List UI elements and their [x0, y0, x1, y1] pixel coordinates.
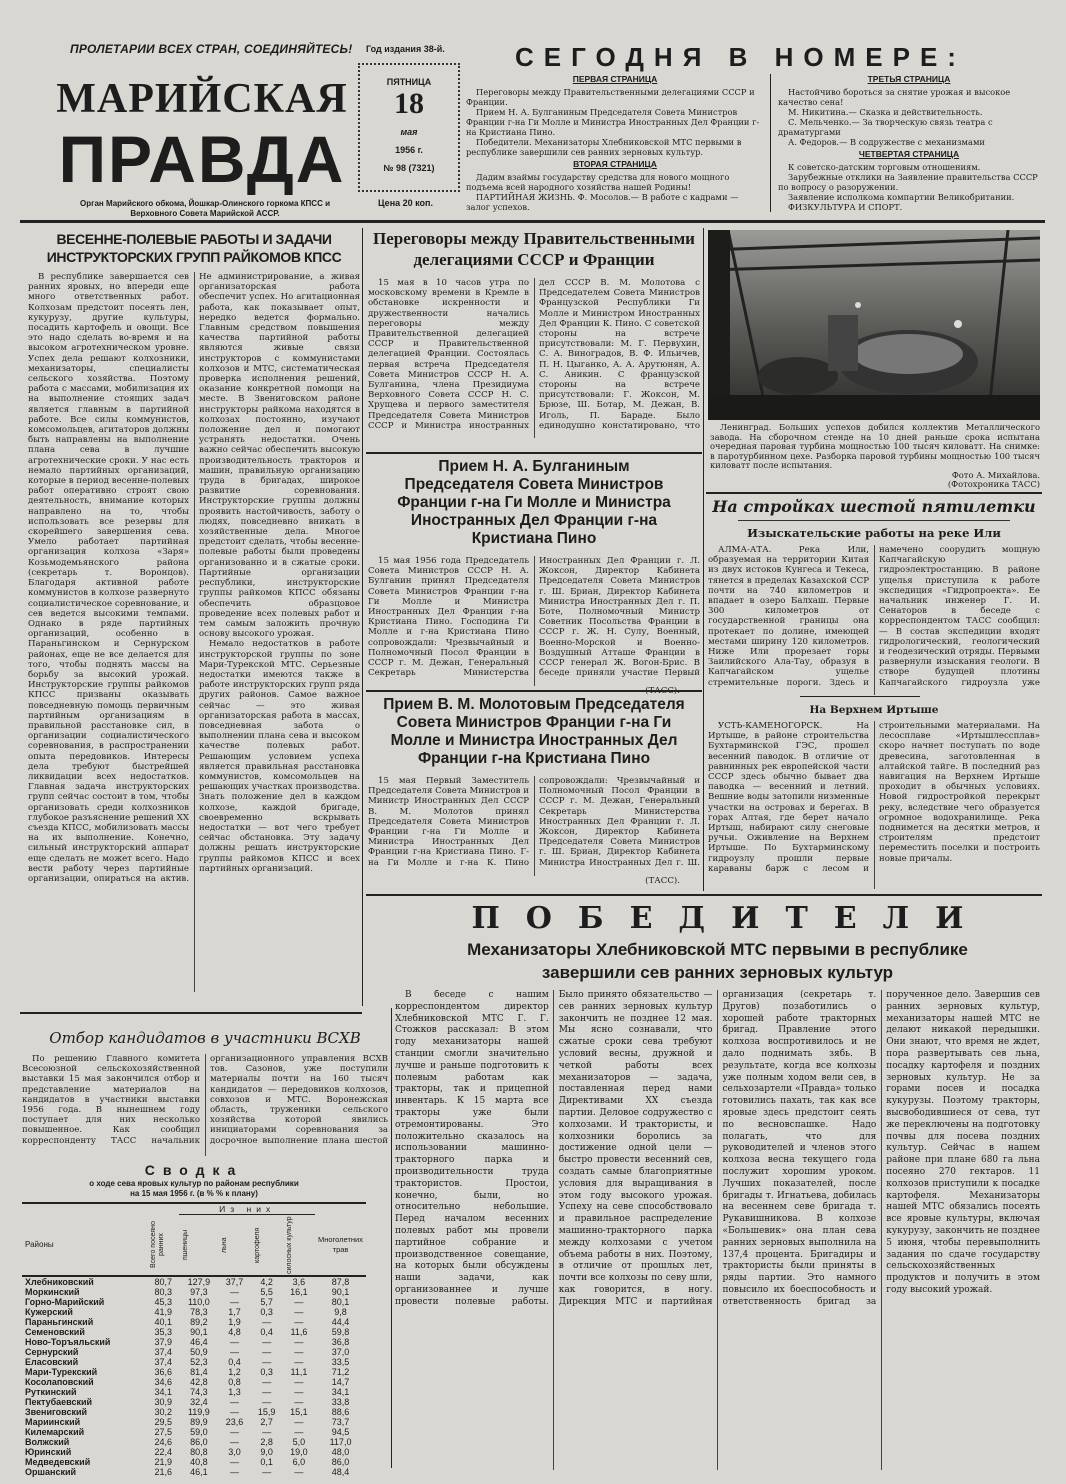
table-cell: 16,1	[290, 1287, 308, 1297]
masthead-year: Год издания 38-й.	[366, 44, 445, 54]
table-cell: 110,0	[187, 1297, 210, 1307]
district-name: Оршанский	[25, 1467, 77, 1477]
table-cell: —	[230, 1437, 239, 1447]
table-cell: 80,8	[190, 1447, 208, 1457]
table-cell: 40,1	[154, 1317, 173, 1327]
table-cell: 1,2	[228, 1367, 241, 1377]
col-header: пшеницы	[182, 1229, 190, 1261]
construction-body: АЛМА-АТА. Река Или, образуемая на территории Китая из двух истоков Кунгеса и Текеса, тянется в пределах Казахской ССР почти на 740 километров и впадает в озеро Балхаш. Первые 300 километров от государственной границы она протекает по долине, имеющей местами ширину 120 километров. Ниже Или прорезает горы Заилийского Ала-Тау, образуя в Капчагайском ущелье стремительные пороги. Здесь и намечено соорудить мощную Капчагайскую гидроэлектростанцию. В районе ущелья приступила к работе экспедиция «Гидропроекта». Ее начальник инженер Г. И. Сенаторов в беседе с корреспондентом ТАСС сообщил: — В состав экспедиции входят гидрологический, геологический и геодезический отряды. Первыми развернули изыскания геологи. В створе будущей плотины Капчагайского гидроузла уже	[708, 545, 1040, 688]
district-name: Волжский	[25, 1437, 70, 1447]
table-cell: —	[262, 1427, 272, 1437]
table-cell: 9,0	[260, 1447, 273, 1457]
contents-section-head: ПЕРВАЯ СТРАНИЦА	[572, 74, 658, 84]
summary-subtitle-2: на 15 мая 1956 г. (в % % к плану)	[130, 1189, 258, 1198]
district-name: Мариинский	[25, 1417, 81, 1427]
contents-col-right	[778, 72, 1040, 212]
table-cell: 90,1	[331, 1287, 350, 1297]
table-row	[22, 1407, 366, 1417]
construction-article	[708, 496, 1040, 695]
table-cell: —	[262, 1337, 272, 1347]
district-name: Руткинский	[25, 1387, 77, 1397]
contents-item[interactable]: Прием Н. А. Булганиным Председателя Совета Министров Франции г-на Ги Молле и Министра Иностранных Дел Франции г-на Кристиана Пино.	[466, 107, 760, 137]
table-cell: —	[230, 1427, 239, 1437]
table-cell: 3,0	[228, 1447, 241, 1457]
district-name: Килемарский	[25, 1427, 85, 1437]
contents-item[interactable]: ФИЗКУЛЬТУРА И СПОРТ.	[788, 202, 903, 212]
winners-subtitle-1: Механизаторы Хлебниковской МТС первыми в республике	[467, 940, 968, 959]
table-cell: 19,0	[290, 1447, 308, 1457]
turbine-hall-image	[708, 230, 1040, 420]
contents-title: СЕГОДНЯ В НОМЕРЕ:	[515, 42, 966, 72]
table-cell: 5,7	[260, 1297, 273, 1307]
table-row	[22, 1367, 366, 1377]
table-cell: —	[262, 1347, 272, 1357]
table-cell: 46,4	[190, 1337, 208, 1347]
contents-section-head: ВТОРАЯ СТРАНИЦА	[573, 159, 657, 169]
table-cell: 34,1	[331, 1387, 350, 1397]
table-row	[22, 1327, 366, 1337]
table-cell: 33,8	[331, 1397, 350, 1407]
table-cell: 37,7	[225, 1277, 244, 1287]
table-cell: —	[262, 1317, 272, 1327]
table-cell: —	[230, 1337, 239, 1347]
winners-body: В беседе с нашим корреспондентом директор Хлебниковской МТС Г. Г. Стожков рассказал: В этом году механизаторы нашей станции смогли значительно лучше и раньше подготовить к полевым работам как тракторы, так и прицепной инвентарь. К 15 марта все тракторы уже были отремонтированы. Это положительно сказалось на использовании машинно-тракторного парка и производительности труда трактористов. Простои, конечно, были, но относительно небольшие. Перед началом весенних полевых работ мы провели партийное собрание и производственное совещание, на которых были обсуждены наши задачи, как организованнее и лучше провести полевые работы. Было принято обязательство — сев ранних зерновых культур закончить не позднее 12 мая. Мы ясно сознавали, что сжатые сроки сева требуют условий весны, дружной и четкой работы всех механизаторов — задача, поставленная перед нами Директивами XX съезда партии. Деловое содружество с колхозами. И трактористы, и колхозники боролись за достижение одной цели — быстро провести весенний сев, создать самые благоприятные условия для выращивания в этом году высокого урожая. Успеху на севе способствовало и правильное распределение машинно-тракторного парка между колхозами с учетом объема работы в них. Поэтому, в отличие от прошлых лет, почти все колхозы по севу шли, как говорится, в ногу. Дирекция МТС и партийная организация (секретарь т. Другов) позаботились о хорошей работе тракторных бригад. Правление этого колхоза воспротивилось и не дало поднимать зябь. В результате, когда все колхозы уже полным ходом вели сев, в сельхозартели «Правда» только готовились пахать, так как все яровые здесь предстоит сеять по весновспашке. Надо полагать, что для руководителей и членов этого колхоза весна текущего года послужит хорошим уроком. Лучших показателей, после бригады т. Игнатьева, добилась на весеннем севе бригада т. Рукавишникова. В колхозе «Большевик» она план сева ранних зерновых выполнила на 137,4 процента. Бригадиры и трактористы были приняты в ряды партии. Это намного повысило их боеспособность и ответственность бригад за порученное дело. Завершив сев ранних зерновых культур, механизаторы нашей МТС не делают никакой передышки. Они знают, что время не ждет, пора развертывать сев льна, посадку картофеля и поздних зерновых культур. Не за горами посев и посадка кукурузы. Поэтому тракторы, высвободившиеся от сева, тут же переключены на подготовку почвы для посева поздних культур. Сейчас в нашем районе при плане 680 га льна посеяно 270 гектаров. 11 колхозов приступили к посадке картофеля. Механизаторы нашей МТС обязались посеять все яровые культуры, включая кукурузу, закончить не позднее 5 июня, чтобы перевыполнить задания по сдаче государству сельскохозяйственных продуктов и получить в этом году высокий урожай.	[395, 990, 1040, 1307]
table-cell: 0,3	[260, 1307, 273, 1317]
table-cell: 0,3	[260, 1367, 273, 1377]
table-row	[22, 1397, 366, 1407]
construction-rubric: На стройках шестой пятилетки	[712, 497, 1036, 516]
vshv-article	[22, 1028, 388, 1156]
table-cell: 94,5	[331, 1427, 350, 1437]
table-cell: 117,0	[329, 1437, 352, 1447]
table-cell: 36,8	[331, 1337, 350, 1347]
table-cell: 22,4	[154, 1447, 173, 1457]
table-cell: 44,4	[331, 1317, 350, 1327]
table-row	[22, 1347, 366, 1357]
table-cell: —	[294, 1417, 304, 1427]
month: мая	[400, 127, 418, 137]
winners-article	[395, 900, 1040, 1470]
col-header: картофеля	[253, 1227, 261, 1263]
table-cell: 34,6	[154, 1377, 173, 1387]
col-header: льна	[221, 1237, 229, 1253]
table-row	[22, 1276, 366, 1287]
table-row	[22, 1357, 366, 1367]
district-name: Медведевский	[25, 1457, 91, 1467]
bulganin-body: 15 мая 1956 года Председатель Совета Министров СССР Н. А. Булганин принял Председателя Совета Министров Франции г-на Ги Молле и Министра Иностранных Дел Франции г-на Кристиана Пино. Господина Ги Молле и г-на Кристиана Пино сопровождали: Чрезвычайный и Полномочный Посол Франции в СССР г. М. Дежан, Генеральный Секретарь Министерства Иностранных Дел Франции г. Л. Жоксон, Директор Кабинета Председателя Совета Министров г. Ш. Бриан, Директор Кабинета Министра Иностранных Дел г. П. Боте, Полномочный Министр Советник Посольства Франции в СССР г. Ж. Н. Сулу, Военный, Военно-Морской и Военно-Воздушный Атташе Франции в СССР генерал Ж. Вогон-Брис. В беседе приняли участие Первый	[368, 556, 700, 679]
table-cell: —	[294, 1297, 304, 1307]
contents-item[interactable]: Победители. Механизаторы Хлебниковской МТС первыми в республике завершили сев ранних зерновых культур.	[466, 137, 742, 157]
table-cell: 78,3	[190, 1307, 208, 1317]
table-cell: —	[230, 1467, 239, 1477]
table-cell: 86,0	[190, 1437, 208, 1447]
molotov-headline: Прием В. М. Молотовым Председателя Совета Министров Франции г-на Ги Молле и Министра Иностранных Дел Франции г-на Кристиана Пино	[383, 696, 685, 767]
table-cell: 11,6	[290, 1327, 308, 1337]
table-cell: 52,3	[190, 1357, 208, 1367]
table-cell: —	[230, 1407, 239, 1417]
bulganin-article	[368, 458, 700, 696]
table-cell: —	[262, 1397, 272, 1407]
table-cell: 89,9	[190, 1417, 208, 1427]
table-cell: 2,7	[260, 1417, 273, 1427]
table-cell: —	[294, 1427, 304, 1437]
table-cell: 23,6	[225, 1417, 244, 1427]
bulganin-headline: Прием Н. А. Булганиным Председателя Совета Министров Франции г-на Ги Молле и Министра Иностранных Дел Франции г-на Кристиана Пино	[397, 458, 671, 547]
table-cell: 0,4	[260, 1327, 273, 1337]
table-cell: 90,1	[190, 1327, 208, 1337]
district-name: Параньгинский	[25, 1317, 94, 1327]
table-row	[22, 1287, 366, 1297]
table-cell: —	[294, 1317, 304, 1327]
district-name: Ново-Торъяльский	[25, 1337, 111, 1347]
table-cell: —	[262, 1377, 272, 1387]
irtysh-article	[708, 703, 1040, 889]
date-box	[358, 63, 460, 192]
winners-subtitle-2: завершили сев ранних зерновых культур	[541, 963, 894, 982]
table-cell: 24,6	[154, 1437, 173, 1447]
table-cell: 45,3	[154, 1297, 173, 1307]
district-name: Косолаповский	[25, 1377, 94, 1387]
group-header: Из них	[179, 1203, 315, 1215]
molotov-source: (ТАСС).	[645, 876, 680, 886]
table-cell: 29,5	[154, 1417, 173, 1427]
table-cell: 2,8	[260, 1437, 273, 1447]
table-cell: 89,2	[190, 1317, 208, 1327]
summary-subtitle-1: о ходе сева яровых культур по районам республики	[89, 1179, 299, 1188]
table-cell: 4,2	[260, 1277, 273, 1287]
table-cell: 81,4	[190, 1367, 208, 1377]
contents-item[interactable]: Дадим взаймы государству средства для нового мощного подъема всей народного хозяйства нашей Родины!	[466, 172, 730, 192]
table-cell: —	[294, 1397, 304, 1407]
table-row	[22, 1417, 366, 1427]
table-cell: —	[230, 1297, 239, 1307]
table-cell: 3,6	[292, 1277, 306, 1287]
district-name: Еласовский	[25, 1357, 79, 1367]
negotiations-article	[368, 228, 700, 438]
col-header: Районы	[25, 1239, 54, 1249]
table-cell: 73,7	[331, 1417, 350, 1427]
district-name: Горно-Марийский	[25, 1297, 105, 1307]
editorial-article	[28, 228, 360, 992]
col-header: Всего посеяно ранних	[150, 1221, 166, 1269]
table-row	[22, 1457, 366, 1467]
table-cell: 86,0	[331, 1457, 350, 1467]
table-row	[22, 1387, 366, 1397]
photo-credits	[710, 471, 1040, 490]
table-cell: 37,9	[154, 1337, 173, 1347]
table-cell: 87,8	[331, 1277, 350, 1287]
table-cell: 119,9	[187, 1407, 210, 1417]
table-cell: 59,8	[331, 1327, 350, 1337]
district-name: Сернурский	[25, 1347, 79, 1357]
table-cell: 74,3	[190, 1387, 208, 1397]
molotov-body: 15 мая Первый Заместитель Председателя Совета Министров и Министр Иностранных Дел СССР В. М. Молотов принял Председателя Совета Министров Франции г-на Ги Молле и Министра Иностранных Дел Франции г-на Кристиана Пино. Г-на Ги Молле и г-на К. Пино сопровождали: Чрезвычайный и Полномочный Посол Франции в СССР г. М. Дежан, Генеральный Секретарь Министерства Иностранных Дел Франции г. Л. Жоксон, Директор Кабинета Председателя Совета Министров г. Ш. Бриан, Директор Кабинета Министра Иностранных Дел г. Ш.	[368, 776, 700, 868]
winners-title: ПОБЕДИТЕЛИ	[471, 901, 990, 936]
table-cell: —	[294, 1377, 304, 1387]
photo-caption: Ленинград. Больших успехов добился коллектив Металлического завода. На сборочном стенде на 10 дней раньше срока испытана очередная паровая турбина мощностью 100 тысяч киловатт. На снимке: в паротурбинном цехе. Разборка паровой турбины мощностью 100 тысяч киловатт после испытания.	[710, 422, 1040, 470]
table-cell: —	[294, 1387, 304, 1397]
contents-item[interactable]: С. Мельченко.— За творческую связь театра с драматургами	[778, 117, 993, 137]
table-cell: 15,9	[257, 1407, 276, 1417]
col-header: Многолетних трав	[318, 1234, 363, 1254]
table-cell: 14,7	[331, 1377, 350, 1387]
table-cell: 42,8	[190, 1377, 208, 1387]
summary-table	[22, 1202, 366, 1477]
contents-item[interactable]: Переговоры между Правительственными делегациями СССР и Франции.	[466, 87, 755, 107]
negotiations-headline: Переговоры между Правительственными делегациями СССР и Франции	[373, 229, 695, 269]
table-cell: —	[262, 1357, 272, 1367]
contents-item[interactable]: К советско-датским торговым отношениям.	[788, 162, 981, 172]
table-cell: 6,0	[292, 1457, 306, 1467]
construction-headline: Изыскательские работы на реке Или	[747, 526, 1001, 540]
table-cell: 59,0	[190, 1427, 208, 1437]
table-cell: 97,3	[190, 1287, 208, 1297]
district-name: Юринский	[25, 1447, 72, 1457]
vshv-headline: Отбор кандидатов в участники ВСХВ	[49, 1029, 361, 1047]
table-cell: 1,9	[228, 1317, 241, 1327]
photo-caption-block	[710, 423, 1040, 490]
table-cell: —	[294, 1347, 304, 1357]
table-cell: 46,1	[190, 1467, 208, 1477]
table-cell: 30,9	[154, 1397, 173, 1407]
table-cell: 0,4	[228, 1357, 241, 1367]
contents-item[interactable]: Настойчиво бороться за снятие урожая и высокое качество сена!	[778, 87, 1011, 107]
table-row	[22, 1337, 366, 1347]
district-name: Семеновский	[25, 1327, 85, 1337]
editorial-text: Немало недостатков в работе инструкторской группы по зоне Мари-Турекской МТС. Серьезные недостатки имеются также в работе инструкторских групп ряда других районов. Самое важное сейчас — это живая организаторская работа в массах, повседневная забота о выполнении плана сева и высоком качестве полевых работ. Решающим условием успеха является правильная расстановка коммунистов, комсомольцев на решающих участках производства. Знать положение дел в каждом колхозе, каждой бригаде, своевременно вскрывать недостатки — вот чего требует сейчас обстановка. Эту задачу должны решать инструкторские группы райкомов КПСС и всех партийных организаций.	[199, 639, 360, 874]
masthead-title-line1: МАРИЙСКАЯ	[56, 76, 348, 122]
masthead-slogan: ПРОЛЕТАРИИ ВСЕХ СТРАН, СОЕДИНЯЙТЕСЬ!	[70, 42, 353, 56]
district-name: Хлебниковский	[25, 1277, 94, 1287]
contents-item[interactable]: Зарубежные отклики на Заявление правительства СССР по вопросу о разоружении.	[778, 172, 1038, 192]
editorial-text: В республике завершается сев ранних яровых, но впереди еще много ответственных работ. Колхозам предстоит посеять лен, кукурузу, другие культуры, посадить картофель и овощи. Все это надо сделать во-время и на высоком агротехническом уровне. Успех дела решают колхозники, механизаторы, специалисты сельского хозяйства. Поэтому работа с массами, мобилизация их на выполнение стоящих задач является главным в партийной работе. Все силы коммунистов, комсомольцев, агитаторов должны быть направлены на выполнение плана сева в лучшие агротехнические сроки. У нас есть немало партийных организаций, которые в период весенне-полевых работ оперативно строят свою деятельность, внимание которых направлено на то, чтобы использовать все резервы для скорейшего завершения сева. Умело работает партийная организация колхоза «Заря» Козьмодемьянского района (секретарь т. Воронцов). Благодаря активной работе коммунистов в колхозе развернуто социалистическое соревнование, и сев ведется высокими темпами. Однако в ряде партийных организаций, особенно в Параньгинском и Сернурском районах, еще не все делается для того, чтобы поднять массы на борьбу за высокий урожай. Инструкторские группы райкомов КПСС призваны оказывать повседневную помощь первичным партийным организациям в правильной расстановке сил, в организации социалистического соревнования, в распространении опыта передовиков. Интересы дела требуют быстрейшей ликвидации всех недостатков. Главная задача инструкторских групп сейчас состоит в том, чтобы организовать среди колхозников глубокое разъяснение решений XX съезда КПСС, мобилизовать массы на их выполнение. Конечно, сильный инструкторский аппарат еще сделать не может всего. Надо вести работу через партийные организации, опираться на актив. Не администрирование, а живая организаторская работа обеспечит успех. Но агитационная работа, как показывает опыт, нередко ведется формально. Главным средством повышения качества партийной работы являются живые связи инструкторов с коммунистами колхозов и МТС, систематическая проверка исполнения решений, оказание конкретной помощи на месте. В Звениговском районе инструкторы райкома находятся в колхозах постоянно, изучают положение дел и помогают устранять недостатки. Очень важно сейчас обеспечить высокую производительность тракторов и машин, правильную организацию труда в бригадах, широкое развитие соревнования. Инструкторские группы должны проявить настойчивость, заботу о людях, повседневно вникать в хозяйственные дела. Многое предстоит сделать, чтобы весенне-полевые работы были проведены организованно и в сжатые сроки. Партийные организации республики, инструкторские группы райкомов КПСС обязаны обеспечить образцовое проведение всех полевых работ и тем самым заложить прочную основу высокого урожая.	[28, 272, 360, 884]
contents-col-left	[466, 72, 764, 212]
table-row	[22, 1447, 366, 1457]
table-cell: 48,4	[331, 1467, 350, 1477]
table-cell: 33,5	[331, 1357, 350, 1367]
col-header: силосных культур	[285, 1216, 293, 1274]
table-cell: 5,5	[260, 1287, 273, 1297]
contents-item[interactable]: ПАРТИЙНАЯ ЖИЗНЬ. Ф. Мосолов.— В работе с кадрами — залог успехов.	[466, 192, 739, 212]
table-cell: 127,9	[187, 1277, 211, 1287]
table-row	[22, 1377, 366, 1387]
contents-item[interactable]: А. Федоров.— В содружестве с механизмами	[788, 137, 985, 147]
weekday: ПЯТНИЦА	[386, 77, 432, 87]
table-cell: —	[294, 1467, 304, 1477]
table-cell: 37,4	[154, 1357, 173, 1367]
district-name: Мари-Турекский	[25, 1367, 98, 1377]
table-cell: 30,2	[154, 1407, 173, 1417]
district-name: Звениговский	[25, 1407, 88, 1417]
table-row	[22, 1437, 366, 1447]
table-cell: 48,0	[331, 1447, 350, 1457]
table-cell: 80,1	[331, 1297, 350, 1307]
table-row	[22, 1427, 366, 1437]
table-cell: 1,3	[228, 1387, 241, 1397]
contents-section-head: ТРЕТЬЯ СТРАНИЦА	[867, 74, 951, 84]
table-cell: 37,4	[154, 1347, 173, 1357]
table-cell: —	[262, 1387, 272, 1397]
table-cell: 11,1	[290, 1367, 308, 1377]
table-cell: —	[294, 1337, 304, 1347]
table-cell: —	[230, 1457, 239, 1467]
vshv-body: По решению Главного комитета Всесоюзной сельскохозяйственной выставки 15 мая закончился отбор и представление материалов на кандидатов в участники выставки 1956 года. В нынешнем году поступает для них несколько повышенное. Как сообщил корреспонденту ТАСС начальник организационного управления ВСХВ тов. Сазонов, уже поступили материалы почти на 160 тысяч кандидатов — передовиков колхозов, совхозов и МТС. Воронежская область, труженики сельского хозяйства которой явились инициаторами соревнования за досрочное выполнение плана шестой	[22, 1054, 388, 1146]
photo-credit: Фото А. Михайлова.	[951, 469, 1040, 480]
table-cell: 15,1	[290, 1407, 308, 1417]
table-row	[22, 1317, 366, 1327]
table-cell: 40,8	[190, 1457, 208, 1467]
table-cell: 35,3	[154, 1327, 173, 1337]
table-cell: 5,0	[292, 1437, 306, 1447]
table-cell: —	[294, 1307, 304, 1317]
editorial-body	[28, 272, 360, 992]
table-cell: 80,7	[154, 1277, 173, 1287]
table-row	[22, 1307, 366, 1317]
table-cell: 88,6	[331, 1407, 350, 1417]
table-cell: —	[262, 1467, 272, 1477]
issue-number: № 98 (7321)	[383, 163, 435, 173]
price: Цена 20 коп.	[378, 198, 433, 208]
table-cell: 27,5	[154, 1427, 173, 1437]
irtysh-body: УСТЬ-КАМЕНОГОРСК. На Иртыше, в районе строительства Бухтарминской ГЭС, прошел весенний паводок. В отличие от равнинных рек европейской части СССР здесь обычно бывает два паводка — весенний и летний. Вешние воды затопили низменные участки на островах и берегах. В горах Алтая, где берет начало Иртыш, набирают силу снеговые ручьи. Оживление на Верхнем Иртыше. По Бухтарминскому гидроузлу прошли первые караваны барж с лесом и строительными материалами. На лесосплаве «Иртышлессплав» скоро начнет поступать по воде древесина, заготовленная в алтайской тайге. В последний раз навигация на Верхнем Иртыше проходит в обычных условиях. Новой гидростройкой перекрыт реку, вследствие чего образуется огромное водохранилище. Река поднимется на десятки метров, и строителям предстоит переместить поселки и построить новые причалы.	[708, 721, 1040, 874]
table-cell: —	[294, 1357, 304, 1367]
district-name: Кужерский	[25, 1307, 73, 1317]
table-cell: 0,8	[228, 1377, 241, 1387]
table-cell: 80,3	[154, 1287, 173, 1297]
table-cell: —	[230, 1347, 239, 1357]
contents-section-head: ЧЕТВЕРТАЯ СТРАНИЦА	[858, 149, 960, 159]
table-cell: 0,1	[260, 1457, 273, 1467]
masthead-rule	[20, 220, 1045, 223]
table-cell: 50,9	[190, 1347, 208, 1357]
editorial-headline-1: ВЕСЕННЕ-ПОЛЕВЫЕ РАБОТЫ И ЗАДАЧИ	[56, 231, 332, 247]
table-cell: 1,7	[228, 1307, 241, 1317]
table-cell: 41,9	[154, 1307, 173, 1317]
molotov-article	[368, 696, 700, 886]
photo-agency: (Фотохроника ТАСС)	[947, 479, 1040, 489]
day: 18	[394, 87, 424, 120]
district-name: Моркинский	[25, 1287, 80, 1297]
table-cell: 4,8	[228, 1327, 241, 1337]
table-cell: 37,0	[331, 1347, 350, 1357]
editorial-headline-2: ИНСТРУКТОРСКИХ ГРУПП РАЙКОМОВ КПСС	[46, 249, 342, 265]
table-cell: 21,6	[154, 1467, 173, 1477]
table-cell: 9,8	[334, 1307, 347, 1317]
sowing-summary	[22, 1162, 366, 1477]
table-row	[22, 1297, 366, 1307]
table-cell: —	[230, 1287, 239, 1297]
summary-table-body	[22, 1276, 366, 1477]
masthead-organ: Орган Марийского обкома, Йошкар-Олинского горкома КПСС и Верховного Совета Марийской АССР.	[80, 199, 330, 218]
negotiations-body: 15 мая в 10 часов утра по московскому времени в Кремле в обстановке искренности и дружественности начались переговоры между Правительственной делегацией СССР и Правительственной делегацией Франции. Состоялась первая встреча Председателя Совета Министров СССР Н. А. Булганина, члена Президиума Верховного Совета СССР Н. С. Хрущева и первого заместителя Председателя Совета Министров СССР и Министра иностранных дел СССР В. М. Молотова с Председателем Совета Министров Французской Республики Ги Молле и Министром Иностранных Дел Франции К. Пино. С советской стороны на встрече присутствовали: М. Г. Первухин, С. А. Виноградов, В. Ф. Ильичев, П. Н. Цыганко, А. А. Арутюнян, А. С. Аникин. С французской стороны на встрече присутствовали: Г. Жоксон, М. Брюзе, Ш. Ботар, М. Дежан, В. Иголь, П. Бараде. Было единодушно констатировано, что	[368, 278, 700, 431]
table-cell: 32,4	[190, 1397, 208, 1407]
table-cell: 36,6	[154, 1367, 173, 1377]
issue-year: 1956 г.	[395, 145, 423, 155]
irtysh-headline: На Верхнем Иртыше	[809, 704, 939, 716]
contents-item[interactable]: Заявление исполкома компартии Великобритании.	[788, 192, 1015, 202]
summary-title: Сводка	[144, 1162, 244, 1178]
table-cell: 34,1	[154, 1387, 173, 1397]
table-row	[22, 1467, 366, 1477]
masthead-title-line2: ПРАВДА	[58, 122, 346, 196]
photo-turbine-hall	[708, 230, 1040, 420]
district-name: Пектубаевский	[25, 1397, 93, 1407]
contents-item[interactable]: М. Никитина.— Сказка и действительность.	[788, 107, 983, 117]
table-cell: 71,2	[331, 1367, 350, 1377]
table-cell: —	[230, 1397, 239, 1407]
table-cell: 21,9	[154, 1457, 173, 1467]
